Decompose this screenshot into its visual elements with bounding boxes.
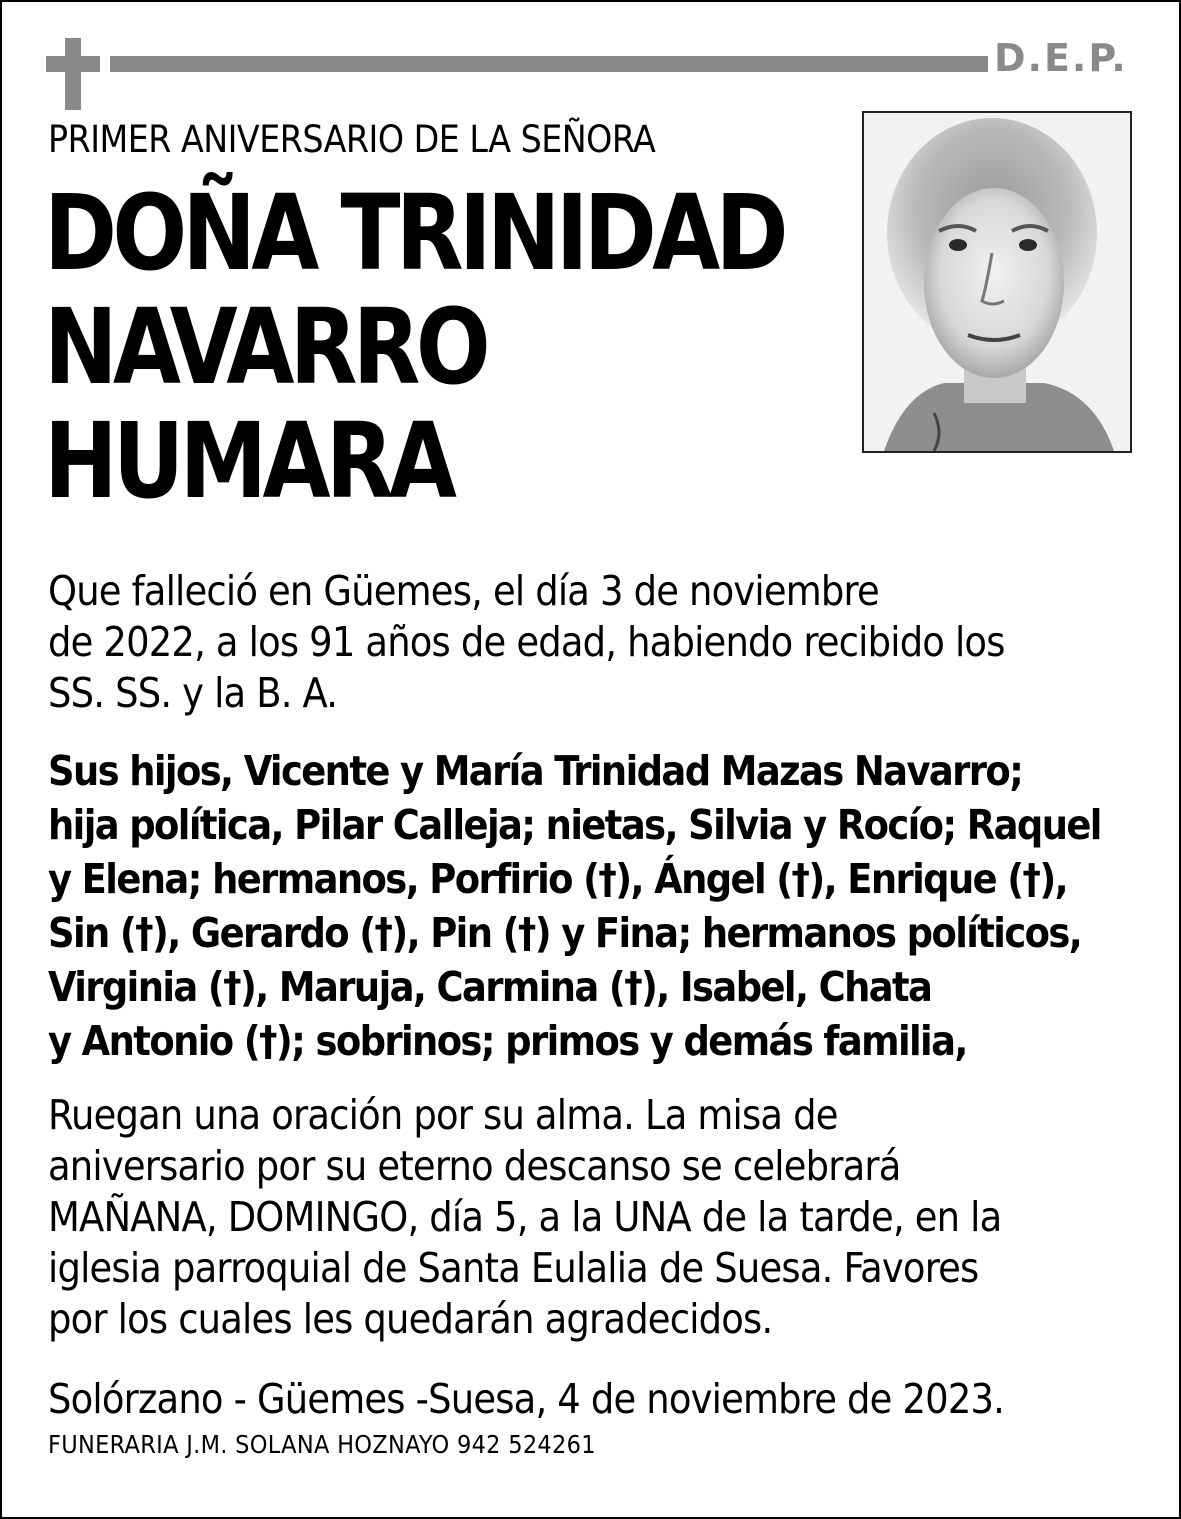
portrait-photo [862,111,1132,453]
name-line: HUMARA [44,400,453,522]
header-rule [110,56,988,72]
deceased-name [44,172,784,522]
text-line: Virginia (†), Maruja, Carmina (†), Isabel, Chata [48,963,932,1011]
text-line: aniversario por su eterno descanso se celebrará [48,1142,901,1190]
text-line: hija política, Pilar Calleja; nietas, Silvia y Rocío; Raquel [48,801,1101,849]
text-line: Que falleció en Güemes, el día 3 de noviembre [48,567,879,615]
text-line: SS. SS. y la B. A. [48,669,338,717]
text-line: por los cuales les quedarán agradecidos. [48,1295,773,1343]
family-paragraph [48,744,1138,1068]
funeral-home-footer: FUNERARIA J.M. SOLANA HOZNAYO 942 524261 [48,1430,596,1459]
text-line: y Elena; hermanos, Porfirio (†), Ángel (†), Enrique (†), [48,855,1068,903]
mass-paragraph [48,1090,1138,1345]
text-line: y Antonio (†); sobrinos; primos y demás familia, [48,1017,967,1065]
death-notice-paragraph [48,566,1138,719]
name-line: DOÑA TRINIDAD [44,172,784,294]
text-line: MAÑANA, DOMINGO, día 5, a la UNA de la tarde, en la [48,1193,1002,1241]
text-line: iglesia parroquial de Santa Eulalia de Suesa. Favores [48,1244,979,1292]
text-line: de 2022, a los 91 años de edad, habiendo recibido los [48,618,1005,666]
dep-label: D.E.P. [994,36,1128,80]
place-date-line: Solórzano - Güemes -Suesa, 4 de noviembre de 2023. [48,1375,1005,1423]
cross-icon [46,38,100,110]
text-line: Ruegan una oración por su alma. La misa de [48,1091,838,1139]
text-line: Sin (†), Gerardo (†), Pin (†) y Fina; hermanos políticos, [48,909,1082,957]
portrait-image [864,113,1130,451]
name-line: NAVARRO [44,286,486,408]
text-line: Sus hijos, Vicente y María Trinidad Mazas Navarro; [48,747,1023,795]
anniversary-intro: PRIMER ANIVERSARIO DE LA SEÑORA [48,118,656,161]
